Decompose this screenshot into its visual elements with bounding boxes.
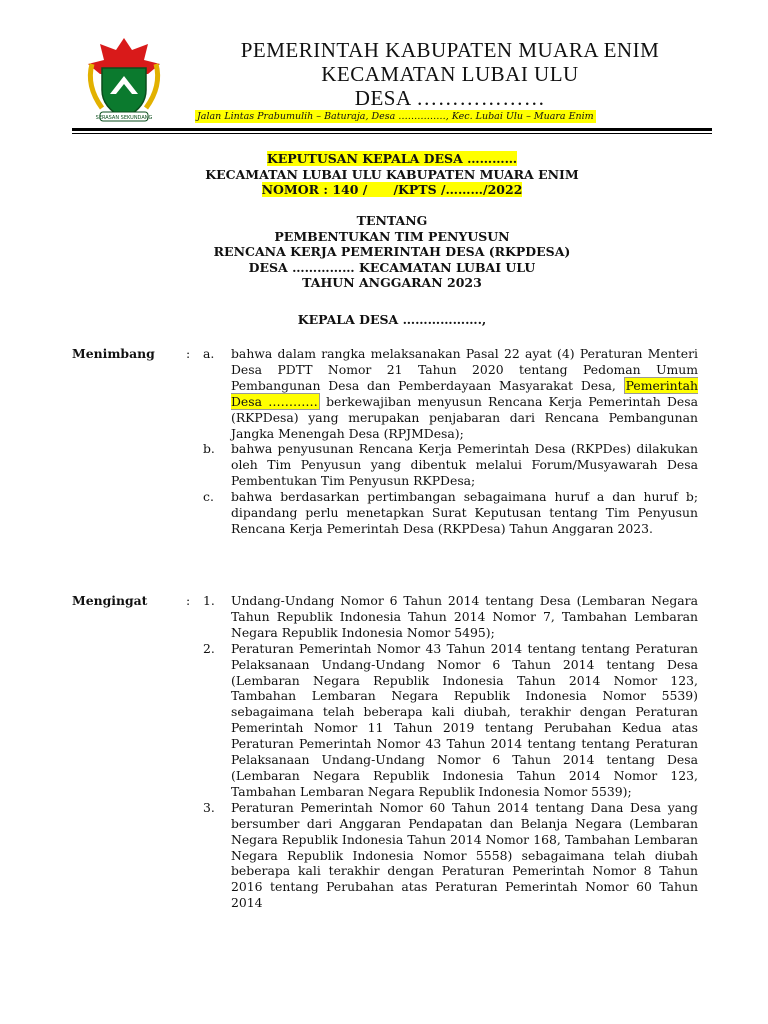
letterhead	[180, 38, 720, 110]
subject-line-5: TAHUN ANGGARAN 2023	[302, 275, 482, 290]
letterhead-line-village: DESA ………………	[354, 86, 546, 110]
item-marker: 2.	[203, 640, 215, 656]
menimbang-colon: :	[186, 346, 191, 361]
subject-heading: TENTANG	[356, 213, 428, 228]
kepala-desa-heading: KEPALA DESA ……………….,	[297, 312, 487, 327]
menimbang-item-c	[203, 489, 698, 537]
item-text: bahwa penyusunan Rencana Kerja Pemerintah Desa (RKPDes) dilakukan oleh Tim Penyusun yang dibentuk melalui Forum/Musyawarah Desa Pembentukan Tim Penyusun RKPDesa;	[231, 441, 698, 489]
item-text: Peraturan Pemerintah Nomor 43 Tahun 2014 tentang tentang Peraturan Pelaksanaan Undang-Undang Nomor 6 Tahun 2014 tentang Desa (Lembaran Negara Republik Indonesia Tahun 2014 Nomor 123, Tambahan Lembaran Negara Republik Indonesia Nomor 5539) sebagaimana telah beberapa kali diubah, terakhir dengan Peraturan Pemerintah Nomor 11 Tahun 2019 tentang Perubahan Kedua atas Peraturan Pemerintah Nomor 43 Tahun 2014 tentang tentang Peraturan Pelaksanaan Undang-Undang Nomor 6 Tahun 2014 tentang Desa (Lembaran Negara Republik Indonesia Tahun 2014 Nomor 123, Tambahan Lembaran Negara Republik Indonesia Nomor 5539);	[231, 640, 698, 799]
menimbang-item-b	[203, 441, 698, 489]
letterhead-rule-thick	[72, 128, 712, 131]
decree-number: NOMOR : 140 / /KPTS /………/2022	[261, 182, 523, 197]
menimbang-item-a	[203, 346, 698, 441]
item-text-pre: bahwa dalam rangka melaksanakan Pasal 22 ayat (4) Peraturan Menteri Desa PDTT Nomor 21 Tahun 2020 tentang Pedoman Umum Pembangunan Desa dan Pemberdayaan Masyarakat Desa,	[231, 346, 698, 393]
letterhead-line-government: PEMERINTAH KABUPATEN MUARA ENIM	[240, 38, 660, 62]
item-marker: a.	[203, 346, 215, 361]
subject-line-3: RENCANA KERJA PEMERINTAH DESA (RKPDESA)	[213, 244, 571, 259]
logo-caption: SERASAN SEKUNDANG	[95, 115, 153, 121]
mengingat-item-3	[203, 800, 698, 911]
letterhead-address: Jalan Lintas Prabumulih – Baturaja, Desa ……………, Kec. Lubai Ulu – Muara Enim	[197, 111, 594, 122]
subject-line-4: DESA …………… KECAMATAN LUBAI ULU	[248, 259, 536, 275]
subject-line-2: PEMBENTUKAN TIM PENYUSUN	[274, 228, 510, 244]
mengingat-colon: :	[186, 593, 191, 608]
highlighted-village-government: Pemerintah Desa …………	[231, 377, 698, 409]
item-text: Undang-Undang Nomor 6 Tahun 2014 tentang Desa (Lembaran Negara Tahun Republik Indonesia Tahun 2014 Nomor 7, Tambahan Lembaran Negara Republik Indonesia Nomor 5495);	[231, 593, 698, 640]
decree-title	[72, 151, 712, 198]
menimbang-label: Menimbang	[72, 346, 155, 361]
item-marker: b.	[203, 441, 215, 457]
mengingat-item-2	[203, 641, 698, 800]
mengingat-label: Mengingat	[72, 593, 148, 608]
decree-title-line-1: KEPUTUSAN KEPALA DESA …………	[266, 151, 518, 166]
item-text: bahwa berdasarkan pertimbangan sebagaimana huruf a dan huruf b; dipandang perlu menetapkan Surat Keputusan tentang Tim Penyusun Rencana Kerja Pemerintah Desa (RKPDesa) Tahun Anggaran 2023.	[231, 489, 698, 536]
letterhead-rule-thin	[72, 133, 712, 134]
mengingat-item-1	[203, 593, 698, 641]
letterhead-line-district: KECAMATAN LUBAI ULU	[321, 62, 579, 86]
item-text-post: berkewajiban menyusun Rencana Kerja Pemerintah Desa (RKPDesa) yang merupakan penjabaran dari Rencana Pembangunan Jangka Menengah Desa (RPJMDesa);	[231, 393, 698, 441]
decree-subject	[72, 213, 712, 291]
decree-title-line-2: KECAMATAN LUBAI ULU KABUPATEN MUARA ENIM	[205, 166, 579, 182]
item-text: Peraturan Pemerintah Nomor 60 Tahun 2014 tentang Dana Desa yang bersumber dari Anggaran Pendapatan dan Belanja Negara (Lembaran Negara Republik Indonesia Tahun 2014 Nomor 168, Tambahan Lembaran Negara Republik Indonesia Nomor 5558) sebagaimana telah diubah beberapa kali terakhir dengan Peraturan Pemerintah Nomor 8 Tahun 2016 tentang Perubahan atas Peraturan Pemerintah Nomor 60 Tahun 2014	[231, 799, 698, 911]
item-marker: c.	[203, 489, 214, 505]
item-marker: 3.	[203, 799, 215, 815]
regency-emblem-logo	[78, 34, 170, 126]
item-marker: 1.	[203, 593, 215, 608]
